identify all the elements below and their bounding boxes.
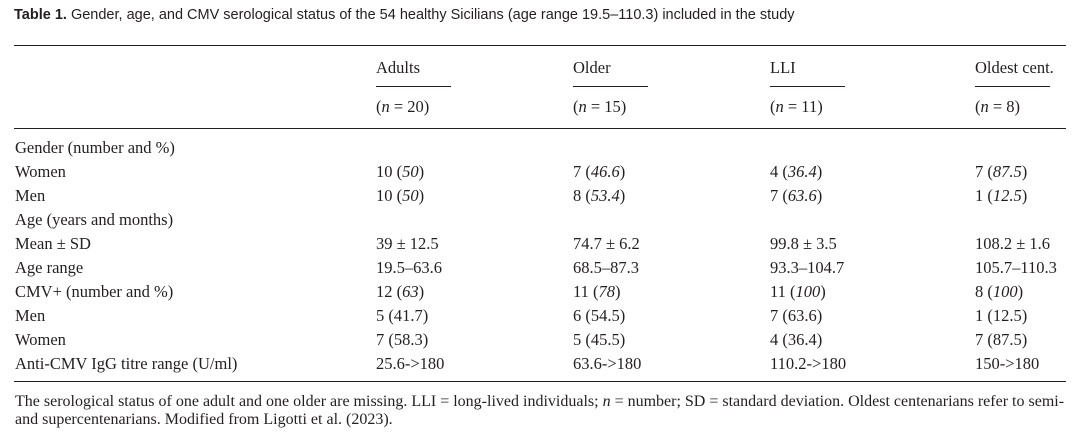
cell-part: 100 (795, 282, 821, 301)
table-cell (573, 234, 640, 254)
table-cell (975, 186, 1027, 206)
table-row (0, 162, 1080, 186)
n-suffix: = 15) (586, 97, 627, 116)
table-caption-text: Gender, age, and CMV serological status of the 54 healthy Sicilians (age range 19.5–110.3) included in the study (66, 7, 795, 23)
table-cell (975, 282, 1023, 302)
footnote-part2: = number; SD = standard deviation. Oldest centenarians refer to semi- and supercentenarians. Modified from Ligotti et al. (2023). (15, 393, 1065, 428)
cell-part: 4 ( (770, 162, 788, 181)
cell-part: 6 (54.5) (573, 306, 626, 325)
table-row (0, 354, 1080, 378)
row-label: Age (years and months) (15, 210, 174, 229)
cell-part: 12 ( (376, 282, 403, 301)
row-label: Women (15, 162, 66, 181)
cell-part: 10 ( (376, 186, 403, 205)
cell-part: ) (615, 282, 621, 301)
cell-part: ) (619, 186, 626, 205)
n-suffix: = 8) (988, 97, 1021, 116)
table-cell (975, 354, 1039, 374)
cell-part: 1 (12.5) (975, 306, 1028, 325)
cell-part: 105.7–110.3 (975, 258, 1057, 277)
table-cell (376, 258, 442, 278)
column-header-underline (573, 86, 648, 87)
cell-part: 4 (36.4) (770, 330, 823, 349)
cell-part: 93.3–104.7 (770, 258, 845, 277)
cell-part: 68.5–87.3 (573, 258, 639, 277)
row-label: Men (15, 186, 46, 205)
column-header (770, 58, 796, 78)
column-n-count (975, 97, 1020, 117)
column-n-count (770, 97, 823, 117)
n-prefix: ( (770, 97, 776, 116)
cell-part: 78 (598, 282, 616, 301)
cell-part: ) (820, 282, 826, 301)
table-cell (770, 354, 846, 374)
cell-part: 63.6 (787, 186, 817, 205)
table-cell (573, 330, 625, 350)
table-row (0, 234, 1080, 258)
cell-part: 39 ± 12.5 (376, 234, 439, 253)
n-prefix: ( (376, 97, 382, 116)
cell-part: ) (418, 282, 425, 301)
row-label: Mean ± SD (15, 234, 91, 253)
row-label: Women (15, 330, 66, 349)
cell-part: 12.5 (992, 186, 1022, 205)
table-row (0, 330, 1080, 354)
table-footnote (15, 393, 1070, 429)
table-cell (770, 306, 822, 326)
n-variable: n (578, 97, 587, 116)
column-header-underline (975, 86, 1050, 87)
table-cell (975, 330, 1027, 350)
cell-part: 19.5–63.6 (376, 258, 442, 277)
table-cell (376, 186, 424, 206)
table-cell (770, 186, 822, 206)
cell-part: 7 ( (573, 162, 591, 181)
table-row (0, 282, 1080, 306)
header-rule (14, 128, 1066, 129)
cell-part: ) (418, 186, 425, 205)
table-cell (975, 234, 1050, 254)
table-cell (376, 234, 439, 254)
cell-part: 36.4 (787, 162, 817, 181)
cell-part: 50 (402, 186, 419, 205)
table-row (0, 306, 1080, 330)
table-cell (770, 282, 826, 302)
table-cell (573, 162, 625, 182)
column-header-label: Oldest cent. (975, 58, 1054, 77)
cell-part: 100 (992, 282, 1018, 301)
row-label: Anti-CMV IgG titre range (U/ml) (15, 354, 238, 373)
cell-part: 99.8 ± 3.5 (770, 234, 837, 253)
cell-part: ) (816, 186, 823, 205)
table-cell (975, 258, 1057, 278)
cell-part: 50 (402, 162, 419, 181)
cell-part: ) (619, 162, 626, 181)
cell-part: 53.4 (590, 186, 620, 205)
table-cell (770, 330, 822, 350)
table-cell (770, 162, 822, 182)
table-cell (573, 186, 625, 206)
n-suffix: = 20) (389, 97, 430, 116)
cell-part: ) (418, 162, 425, 181)
bottom-rule (14, 381, 1066, 382)
n-variable: n (381, 97, 390, 116)
cell-part: 63 (402, 282, 419, 301)
n-variable: n (980, 97, 989, 116)
n-prefix: ( (975, 97, 981, 116)
table-cell (975, 162, 1027, 182)
table-row (0, 138, 1080, 162)
cell-part: 108.2 ± 1.6 (975, 234, 1051, 253)
cell-part: 7 (58.3) (376, 330, 429, 349)
footnote-part1: The serological status of one adult and one older are missing. LLI = long-lived individuals; (15, 393, 603, 410)
cell-part: 7 (87.5) (975, 330, 1028, 349)
cell-part: 63.6->180 (573, 354, 642, 373)
cell-part: ) (1021, 186, 1028, 205)
cell-part: 8 ( (975, 282, 993, 301)
column-header-underline (376, 86, 451, 87)
table-cell (376, 306, 428, 326)
cell-part: ) (816, 162, 823, 181)
footnote-n-var: n (602, 393, 611, 410)
table-label: Table 1. (14, 7, 67, 23)
cell-part: 5 (41.7) (376, 306, 429, 325)
n-prefix: ( (573, 97, 579, 116)
column-n-count (376, 97, 429, 117)
row-label: Age range (15, 258, 84, 277)
table-cell (573, 258, 639, 278)
table-cell (573, 306, 625, 326)
top-rule (14, 45, 1066, 46)
cell-part: 10 ( (376, 162, 403, 181)
row-label: Men (15, 306, 46, 325)
row-label: CMV+ (number and %) (15, 282, 174, 301)
cell-part: 46.6 (590, 162, 620, 181)
cell-part: 87.5 (992, 162, 1022, 181)
table-row (0, 258, 1080, 282)
cell-part: 1 ( (975, 186, 993, 205)
column-header-label: Adults (376, 58, 421, 77)
row-label: Gender (number and %) (15, 138, 175, 157)
cell-part: 5 (45.5) (573, 330, 626, 349)
column-header-label: LLI (770, 58, 796, 77)
n-suffix: = 11) (783, 97, 823, 116)
cell-part: 150->180 (975, 354, 1040, 373)
table-cell (975, 306, 1027, 326)
table-cell (376, 282, 424, 302)
column-header (975, 58, 1054, 78)
cell-part: 7 (63.6) (770, 306, 823, 325)
cell-part: 25.6->180 (376, 354, 445, 373)
cell-part: 11 ( (573, 282, 599, 301)
table-row (0, 210, 1080, 234)
table-cell (770, 258, 844, 278)
cell-part: 7 ( (770, 186, 788, 205)
table-caption (14, 7, 795, 23)
cell-part: 11 ( (770, 282, 796, 301)
table-cell (376, 354, 444, 374)
cell-part: ) (1017, 282, 1024, 301)
table-cell (573, 282, 621, 302)
column-n-count (573, 97, 626, 117)
column-header (376, 58, 420, 78)
table-cell (376, 162, 424, 182)
table-row (0, 186, 1080, 210)
column-header-label: Older (573, 58, 611, 77)
cell-part: ) (1021, 162, 1028, 181)
n-variable: n (775, 97, 784, 116)
cell-part: 110.2->180 (770, 354, 847, 373)
table-cell (376, 330, 428, 350)
column-header (573, 58, 611, 78)
cell-part: 74.7 ± 6.2 (573, 234, 640, 253)
cell-part: 8 ( (573, 186, 591, 205)
table-cell (573, 354, 641, 374)
table-cell (770, 234, 837, 254)
cell-part: 7 ( (975, 162, 993, 181)
column-header-underline (770, 86, 845, 87)
